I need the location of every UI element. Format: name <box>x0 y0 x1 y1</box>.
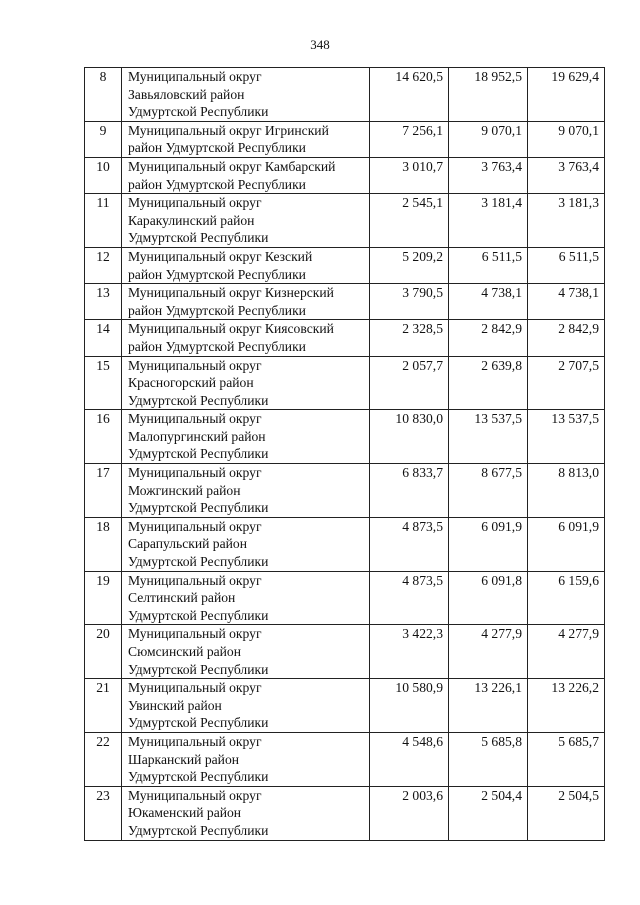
municipality-name-cell: Муниципальный округ Кезский район Удмуртской Республики <box>122 247 370 283</box>
row-number-cell: 22 <box>85 732 122 786</box>
value-cell-1: 2 328,5 <box>370 320 449 356</box>
row-number-cell: 20 <box>85 625 122 679</box>
row-number-cell: 19 <box>85 571 122 625</box>
value-cell-3: 19 629,4 <box>528 68 605 122</box>
value-cell-2: 2 639,8 <box>449 356 528 410</box>
value-cell-3: 8 813,0 <box>528 464 605 518</box>
table-row <box>85 356 605 410</box>
municipality-name-cell: Муниципальный округ Киясовский район Удмуртской Республики <box>122 320 370 356</box>
table-row <box>85 157 605 193</box>
table-row <box>85 625 605 679</box>
row-number-cell: 16 <box>85 410 122 464</box>
row-number-cell: 18 <box>85 517 122 571</box>
table-row <box>85 410 605 464</box>
table-row <box>85 320 605 356</box>
table-body <box>85 68 605 841</box>
row-number-cell: 15 <box>85 356 122 410</box>
value-cell-1: 5 209,2 <box>370 247 449 283</box>
value-cell-2: 6 091,9 <box>449 517 528 571</box>
value-cell-1: 6 833,7 <box>370 464 449 518</box>
page-number: 348 <box>310 37 330 52</box>
value-cell-1: 10 830,0 <box>370 410 449 464</box>
value-cell-2: 2 842,9 <box>449 320 528 356</box>
table-row <box>85 517 605 571</box>
value-cell-2: 5 685,8 <box>449 732 528 786</box>
value-cell-1: 14 620,5 <box>370 68 449 122</box>
value-cell-1: 7 256,1 <box>370 121 449 157</box>
row-number-cell: 13 <box>85 284 122 320</box>
value-cell-3: 6 511,5 <box>528 247 605 283</box>
value-cell-2: 13 537,5 <box>449 410 528 464</box>
municipality-name-cell: Муниципальный округ Кизнерский район Удмуртской Республики <box>122 284 370 320</box>
row-number-cell: 14 <box>85 320 122 356</box>
municipality-name-cell: Муниципальный округ Каракулинский район Удмуртской Республики <box>122 194 370 248</box>
table-row <box>85 68 605 122</box>
value-cell-3: 4 738,1 <box>528 284 605 320</box>
municipality-name-cell: Муниципальный округ Игринский район Удмуртской Республики <box>122 121 370 157</box>
municipality-name-cell: Муниципальный округ Юкаменский район Удмуртской Республики <box>122 786 370 840</box>
table-row <box>85 194 605 248</box>
municipality-name-cell: Муниципальный округ Красногорский район Удмуртской Республики <box>122 356 370 410</box>
row-number-cell: 21 <box>85 679 122 733</box>
table-row <box>85 732 605 786</box>
table-row <box>85 464 605 518</box>
value-cell-3: 9 070,1 <box>528 121 605 157</box>
value-cell-2: 6 511,5 <box>449 247 528 283</box>
value-cell-2: 4 738,1 <box>449 284 528 320</box>
value-cell-1: 2 003,6 <box>370 786 449 840</box>
value-cell-3: 13 537,5 <box>528 410 605 464</box>
value-cell-1: 4 548,6 <box>370 732 449 786</box>
table-row <box>85 786 605 840</box>
row-number-cell: 10 <box>85 157 122 193</box>
table-row <box>85 121 605 157</box>
row-number-cell: 11 <box>85 194 122 248</box>
row-number-cell: 17 <box>85 464 122 518</box>
table-row <box>85 247 605 283</box>
value-cell-1: 3 790,5 <box>370 284 449 320</box>
value-cell-3: 13 226,2 <box>528 679 605 733</box>
table-row <box>85 679 605 733</box>
value-cell-1: 3 422,3 <box>370 625 449 679</box>
row-number-cell: 12 <box>85 247 122 283</box>
value-cell-2: 3 181,4 <box>449 194 528 248</box>
municipality-name-cell: Муниципальный округ Камбарский район Удмуртской Республики <box>122 157 370 193</box>
value-cell-1: 2 545,1 <box>370 194 449 248</box>
municipality-name-cell: Муниципальный округ Завьяловский район Удмуртской Республики <box>122 68 370 122</box>
value-cell-2: 18 952,5 <box>449 68 528 122</box>
municipality-name-cell: Муниципальный округ Сарапульский район Удмуртской Республики <box>122 517 370 571</box>
value-cell-3: 2 707,5 <box>528 356 605 410</box>
value-cell-3: 5 685,7 <box>528 732 605 786</box>
municipality-name-cell: Муниципальный округ Сюмсинский район Удмуртской Республики <box>122 625 370 679</box>
municipality-name-cell: Муниципальный округ Шарканский район Удмуртской Республики <box>122 732 370 786</box>
value-cell-3: 6 159,6 <box>528 571 605 625</box>
value-cell-1: 3 010,7 <box>370 157 449 193</box>
value-cell-3: 2 504,5 <box>528 786 605 840</box>
value-cell-3: 6 091,9 <box>528 517 605 571</box>
value-cell-2: 2 504,4 <box>449 786 528 840</box>
value-cell-2: 3 763,4 <box>449 157 528 193</box>
table-row <box>85 284 605 320</box>
row-number-cell: 9 <box>85 121 122 157</box>
budget-table <box>84 67 605 841</box>
value-cell-2: 13 226,1 <box>449 679 528 733</box>
municipality-name-cell: Муниципальный округ Малопургинский район Удмуртской Республики <box>122 410 370 464</box>
row-number-cell: 23 <box>85 786 122 840</box>
value-cell-3: 2 842,9 <box>528 320 605 356</box>
table-row <box>85 571 605 625</box>
value-cell-3: 4 277,9 <box>528 625 605 679</box>
value-cell-2: 9 070,1 <box>449 121 528 157</box>
value-cell-2: 8 677,5 <box>449 464 528 518</box>
municipality-name-cell: Муниципальный округ Увинский район Удмуртской Республики <box>122 679 370 733</box>
value-cell-2: 6 091,8 <box>449 571 528 625</box>
value-cell-3: 3 181,3 <box>528 194 605 248</box>
value-cell-1: 4 873,5 <box>370 571 449 625</box>
value-cell-1: 2 057,7 <box>370 356 449 410</box>
value-cell-1: 4 873,5 <box>370 517 449 571</box>
row-number-cell: 8 <box>85 68 122 122</box>
value-cell-2: 4 277,9 <box>449 625 528 679</box>
municipality-name-cell: Муниципальный округ Селтинский район Удмуртской Республики <box>122 571 370 625</box>
municipality-name-cell: Муниципальный округ Можгинский район Удмуртской Республики <box>122 464 370 518</box>
value-cell-3: 3 763,4 <box>528 157 605 193</box>
value-cell-1: 10 580,9 <box>370 679 449 733</box>
